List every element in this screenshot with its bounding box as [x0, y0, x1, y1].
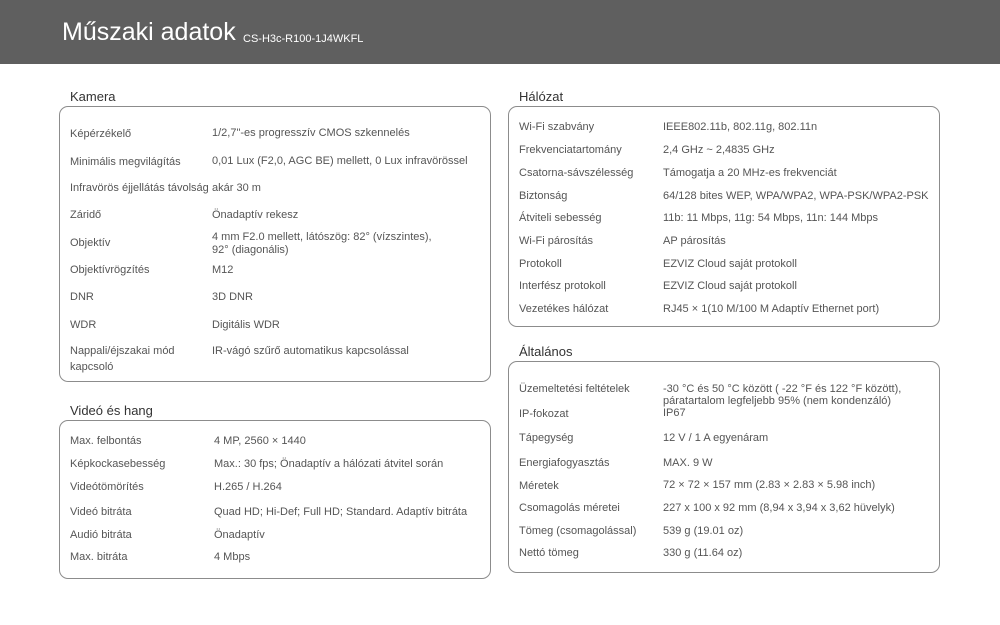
spec-value: -30 °C és 50 °C között ( -22 °F és 122 °F között),: [663, 383, 902, 395]
spec-label: Képérzékelő: [70, 128, 132, 140]
spec-value-line2: páratartalom legfeljebb 95% (nem kondenzáló): [663, 395, 892, 407]
spec-value: MAX. 9 W: [663, 457, 713, 469]
spec-label: Videótömörítés: [70, 481, 144, 493]
spec-value: AP párosítás: [663, 235, 726, 247]
spec-label: Max. felbontás: [70, 435, 142, 447]
spec-label: Wi-Fi párosítás: [519, 235, 593, 247]
spec-label: Nettó tömeg: [519, 547, 579, 559]
spec-value: 330 g (11.64 oz): [663, 547, 743, 559]
spec-label: Audió bitráta: [70, 529, 132, 541]
spec-value: Digitális WDR: [212, 319, 280, 331]
spec-label: Tömeg (csomagolással): [519, 525, 637, 537]
spec-label: Wi-Fi szabvány: [519, 121, 595, 133]
section-title-general: Általános: [519, 344, 573, 359]
spec-label: Objektív: [70, 237, 111, 249]
spec-label: Záridő: [70, 209, 102, 221]
spec-value: Quad HD; Hi-Def; Full HD; Standard. Adaptív bitráta: [214, 506, 468, 518]
section-title-camera: Kamera: [70, 89, 116, 104]
model-number: CS-H3c-R100-1J4WKFL: [243, 33, 364, 45]
spec-value: IR-vágó szűrő automatikus kapcsolással: [212, 345, 409, 357]
spec-label: Nappali/éjszakai mód: [70, 345, 175, 357]
spec-label: Átviteli sebesség: [519, 212, 602, 224]
spec-label: DNR: [70, 291, 94, 303]
spec-value: 64/128 bites WEP, WPA/WPA2, WPA-PSK/WPA2-PSK: [663, 190, 929, 202]
spec-value: IP67: [663, 407, 686, 419]
section-title-network: Hálózat: [519, 89, 564, 104]
spec-value: H.265 / H.264: [214, 481, 282, 493]
spec-label: Interfész protokoll: [519, 280, 606, 292]
spec-value: 4 mm F2.0 mellett, látószög: 82° (vízszintes),: [212, 231, 432, 243]
spec-label: Méretek: [519, 480, 559, 492]
spec-value: 72 × 72 × 157 mm (2.83 × 2.83 × 5.98 inch): [663, 479, 876, 491]
spec-value: 4 Mbps: [214, 551, 251, 563]
spec-label: Vezetékes hálózat: [519, 303, 609, 315]
spec-value: 3D DNR: [212, 291, 253, 303]
spec-label: Tápegység: [519, 432, 574, 444]
spec-value: 4 MP, 2560 × 1440: [214, 435, 306, 447]
spec-value: 11b: 11 Mbps, 11g: 54 Mbps, 11n: 144 Mbps: [663, 212, 879, 224]
spec-value: M12: [212, 264, 234, 276]
spec-label: Képkockasebesség: [70, 458, 166, 470]
page-header: [0, 0, 1000, 64]
spec-value: 2,4 GHz ~ 2,4835 GHz: [663, 144, 775, 156]
spec-value: Támogatja a 20 MHz-es frekvenciát: [663, 167, 837, 179]
spec-value: akár 30 m: [212, 182, 261, 194]
spec-value: EZVIZ Cloud saját protokoll: [663, 280, 797, 292]
spec-value: Önadaptív: [214, 529, 265, 541]
spec-label: Videó bitráta: [70, 506, 132, 518]
spec-value: EZVIZ Cloud saját protokoll: [663, 258, 797, 270]
spec-label: Biztonság: [519, 190, 568, 202]
spec-label: Infravörös éjjellátás távolság: [70, 182, 209, 194]
section-title-video: Videó és hang: [70, 403, 153, 418]
spec-label: Objektívrögzítés: [70, 264, 150, 276]
spec-value: 0,01 Lux (F2,0, AGC BE) mellett, 0 Lux infravörössel: [212, 155, 468, 167]
page-title: Műszaki adatok: [62, 18, 236, 46]
spec-value: Max.: 30 fps; Önadaptív a hálózati átvitel során: [214, 458, 444, 470]
spec-label: Max. bitráta: [70, 551, 128, 563]
spec-label: Frekvenciatartomány: [519, 144, 622, 156]
general-specs-box: [508, 361, 940, 573]
spec-value: 539 g (19.01 oz): [663, 525, 744, 537]
video-specs-box: [59, 420, 491, 579]
network-specs-box: [508, 106, 940, 327]
spec-value-line2: 92° (diagonális): [212, 244, 289, 256]
spec-label: Csomagolás méretei: [519, 502, 620, 514]
spec-label: Minimális megvilágítás: [70, 156, 181, 168]
spec-label: WDR: [70, 319, 97, 331]
camera-specs-box: [59, 106, 491, 382]
spec-label: Energiafogyasztás: [519, 457, 610, 469]
spec-value: 1/2,7"-es progresszív CMOS szkennelés: [212, 127, 410, 139]
spec-label: Protokoll: [519, 258, 562, 270]
spec-value: IEEE802.11b, 802.11g, 802.11n: [663, 121, 818, 133]
spec-value: RJ45 × 1(10 M/100 M Adaptív Ethernet port): [663, 303, 880, 315]
spec-label: Üzemeltetési feltételek: [519, 383, 630, 395]
spec-label-line2: kapcsoló: [70, 361, 114, 373]
spec-label: Csatorna-sávszélesség: [519, 167, 634, 179]
spec-value: 12 V / 1 A egyenáram: [663, 432, 769, 444]
spec-value: Önadaptív rekesz: [212, 209, 299, 221]
spec-label: IP-fokozat: [519, 408, 569, 420]
spec-value: 227 x 100 x 92 mm (8,94 x 3,94 x 3,62 hüvelyk): [663, 502, 895, 514]
